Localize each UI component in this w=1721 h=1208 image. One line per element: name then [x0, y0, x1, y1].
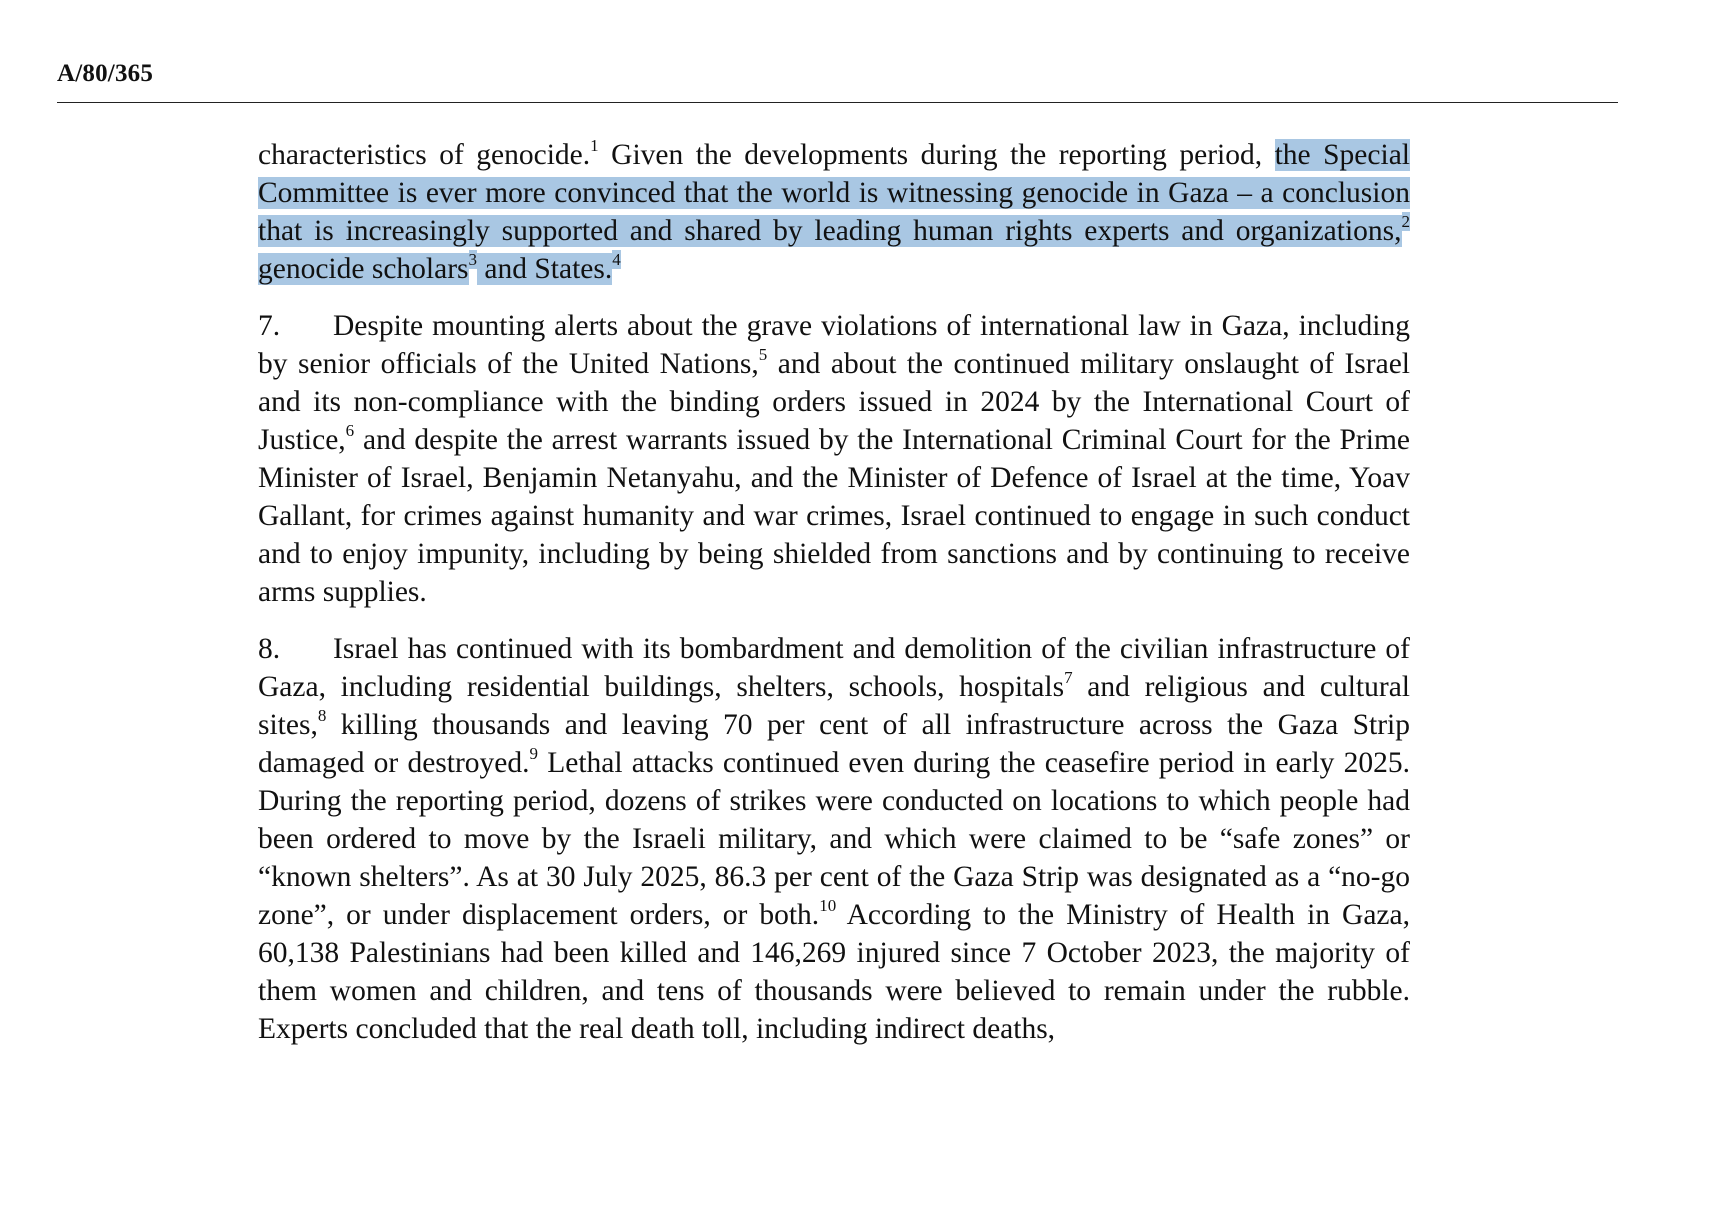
p7-text-c: and despite the arrest warrants issued by the International Criminal Court for the Prime Minister of Israel, Benjamin Netanyahu, and the Minister of Defence of Israel at the time, Yoav Gallant, for crimes against humanity and war crimes, Israel continued to engage in such conduct and to enjoy impunity, including by being shielded from sanctions and by continuing to receive arms supplies.: [258, 424, 1410, 608]
p8-text-a: Israel has continued with its bombardment and demolition of the civilian infrastructure of Gaza, including residential buildings, shelters, schools, hospitals: [258, 633, 1410, 703]
p8-text-b: and religious and cultural sites,: [258, 671, 1410, 741]
p6-text-a: characteristics of genocide.: [258, 139, 591, 171]
footnote-ref-1[interactable]: 1: [590, 136, 599, 156]
footnote-ref-10[interactable]: 10: [819, 896, 837, 916]
paragraph-8[interactable]: [258, 630, 1410, 1048]
selected-text-c[interactable]: and States.: [477, 253, 613, 285]
paragraph-7[interactable]: [258, 307, 1410, 611]
selected-text-a[interactable]: the Special Committee is ever more convinced that the world is witnessing genocide in Gaza – a conclusion that is increasingly supported and shared by leading human rights experts and organizations,: [258, 139, 1410, 247]
paragraph-number: 8.: [258, 633, 281, 665]
footnote-ref-7[interactable]: 7: [1064, 668, 1073, 688]
footnote-ref-3[interactable]: 3: [468, 250, 478, 270]
paragraph-number: 7.: [258, 310, 281, 342]
p6-text-b: Given the developments during the reporting period,: [598, 139, 1275, 171]
footnote-ref-6[interactable]: 6: [345, 421, 355, 441]
footnote-ref-5[interactable]: 5: [758, 345, 768, 365]
document-body[interactable]: [258, 136, 1410, 1067]
footnote-ref-2[interactable]: 2: [1401, 212, 1410, 232]
p8-text-d: Lethal attacks continued even during the ceasefire period in early 2025. During the reporting period, dozens of strikes were conducted on locations to which people had been ordered to move by the Israeli military, and which were claimed to be “safe zones” or “known shelters”. As at 30 July 2025, 86.3 per cent of the Gaza Strip was designated as a “no-go zone”, or under displacement orders, or both.: [258, 747, 1410, 931]
header-rule: [57, 102, 1618, 103]
footnote-ref-8[interactable]: 8: [317, 706, 327, 726]
footnote-ref-4[interactable]: 4: [612, 250, 621, 270]
paragraph-6-continuation[interactable]: [258, 136, 1410, 288]
document-symbol: A/80/365: [57, 60, 154, 87]
p7-text-a: Despite mounting alerts about the grave violations of international law in Gaza, including by senior officials of the United Nations,: [258, 310, 1410, 380]
p8-text-c: killing thousands and leaving 70 per cent of all infrastructure across the Gaza Strip damaged or destroyed.: [258, 709, 1410, 779]
footnote-ref-9[interactable]: 9: [529, 744, 539, 764]
p8-text-e: According to the Ministry of Health in Gaza, 60,138 Palestinians had been killed and 146,269 injured since 7 October 2023, the majority of them women and children, and tens of thousands were believed to remain under the rubble. Experts concluded that the real death toll, including indirect deaths,: [258, 899, 1410, 1045]
p7-text-b: and about the continued military onslaught of Israel and its non-compliance with the binding orders issued in 2024 by the International Court of Justice,: [258, 348, 1410, 456]
selected-text-b[interactable]: genocide scholars: [258, 253, 469, 285]
